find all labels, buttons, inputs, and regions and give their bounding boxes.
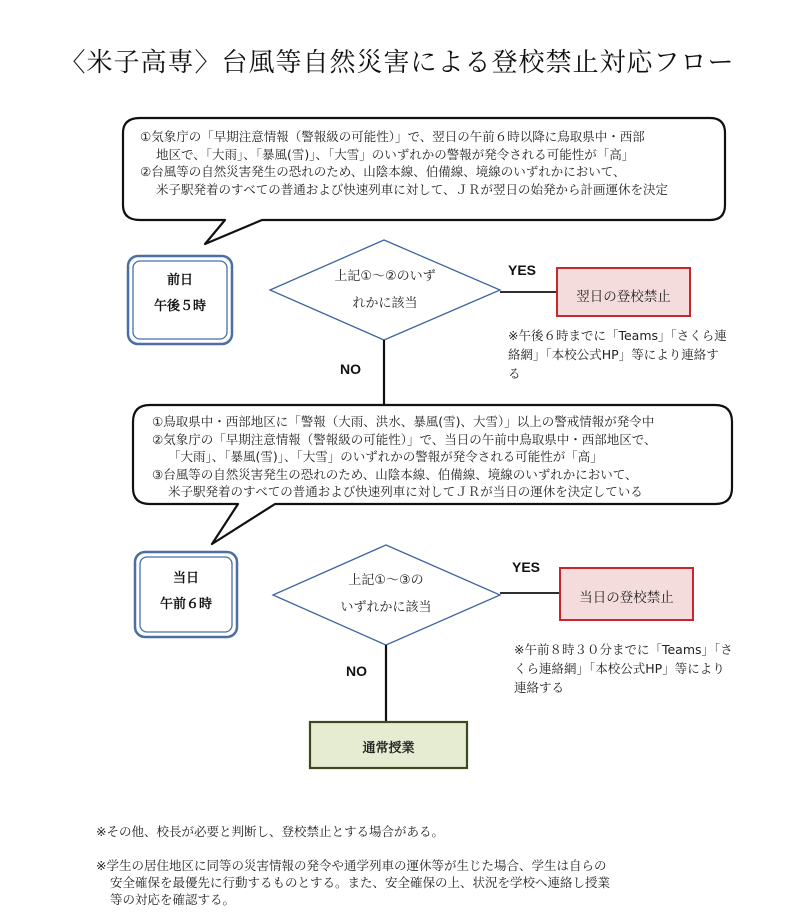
note-line: ※午前８時３０分までに「Teams」「さ: [514, 642, 733, 657]
condition-line: ③台風等の自然災害発生の恐れのため、山陰本線、伯備線、境線のいずれかにおいて、: [152, 466, 638, 482]
prev-day-yes-label: YES: [508, 262, 537, 278]
decision-line: れかに該当: [352, 296, 418, 311]
same-day-time-label: [135, 566, 237, 618]
prev-day-no-label: NO: [340, 361, 361, 377]
footnote-line: 安全確保を最優先に行動するものとする。また、安全確保の上、状況を学校へ連絡し授業: [110, 875, 611, 890]
condition-line: ①鳥取県中・西部地区に「警報（大雨、洪水、暴風(雪)、大雪）」以上の警戒情報が発令中: [152, 414, 655, 429]
footnote-line: ※学生の居住地区に同等の災害情報の発令や通学列車の運休等が生じた場合、学生は自らの: [96, 858, 607, 873]
prev-day-contact-note: [508, 326, 727, 383]
footnote-student-safety: [96, 857, 610, 908]
note-line: ※午後６時までに「Teams」「さくら連: [508, 328, 727, 343]
prev-day-conditions-text: [140, 128, 668, 198]
same-day-no-label: NO: [346, 663, 367, 679]
footnote-principal: ※その他、校長が必要と判断し、登校禁止とする場合がある。: [96, 824, 444, 839]
condition-line: 米子駅発着のすべての普通および快速列車に対して、ＪＲが翌日の始発から計画運休を決定: [156, 181, 669, 197]
prev-day-outcome-label: 翌日の登校禁止: [576, 289, 671, 305]
prev-day-time-label: [128, 268, 232, 320]
note-line: くら連絡網」「本校公式HP」等により: [514, 661, 725, 676]
condition-line: ②台風等の自然災害発生の恐れのため、山陰本線、伯備線、境線のいずれかにおいて、: [140, 164, 626, 179]
prev-day-decision-label: [300, 263, 470, 317]
time-hour: 午後５時: [153, 299, 206, 314]
time-day: 当日: [172, 571, 199, 586]
condition-line: ②気象庁の「早期注意情報（警報級の可能性）」で、当日の午前中鳥取県中・西部地区で、: [152, 431, 657, 447]
same-day-decision-label: [303, 567, 469, 621]
condition-line: 「大雨」、「暴風(雪)」、「大雪」のいずれかの警報が発令される可能性が「高」: [168, 449, 603, 464]
condition-line: 米子駅発着のすべての普通および快速列車に対してＪＲが当日の運休を決定している: [168, 484, 643, 499]
decision-line: 上記①～②のいず: [334, 269, 436, 284]
condition-line: ①気象庁の「早期注意情報（警報級の可能性）」で、翌日の午前６時以降に鳥取県中・西部: [140, 129, 645, 144]
time-day: 前日: [166, 273, 193, 288]
footnote-line: 等の対応を確認する。: [110, 892, 236, 907]
same-day-yes-label: YES: [512, 559, 541, 575]
note-line: る: [508, 366, 521, 381]
note-line: 絡網」「本校公式HP」等により連絡す: [508, 347, 719, 362]
decision-line: いずれかに該当: [340, 600, 432, 615]
decision-line: 上記①～③の: [348, 573, 424, 588]
time-hour: 午前６時: [159, 597, 212, 612]
note-line: 連絡する: [514, 680, 565, 695]
same-day-conditions-text: [152, 413, 656, 501]
same-day-contact-note: [514, 640, 733, 697]
condition-line: 地区で、「大雨」、「暴風(雪)」、「大雪」のいずれかの警報が発令される可能性が「高」: [156, 146, 635, 162]
same-day-outcome-label: 当日の登校禁止: [579, 590, 674, 606]
normal-class-label: 通常授業: [362, 741, 415, 756]
page-title: 〈米子高専〉台風等自然災害による登校禁止対応フロー: [59, 48, 735, 78]
